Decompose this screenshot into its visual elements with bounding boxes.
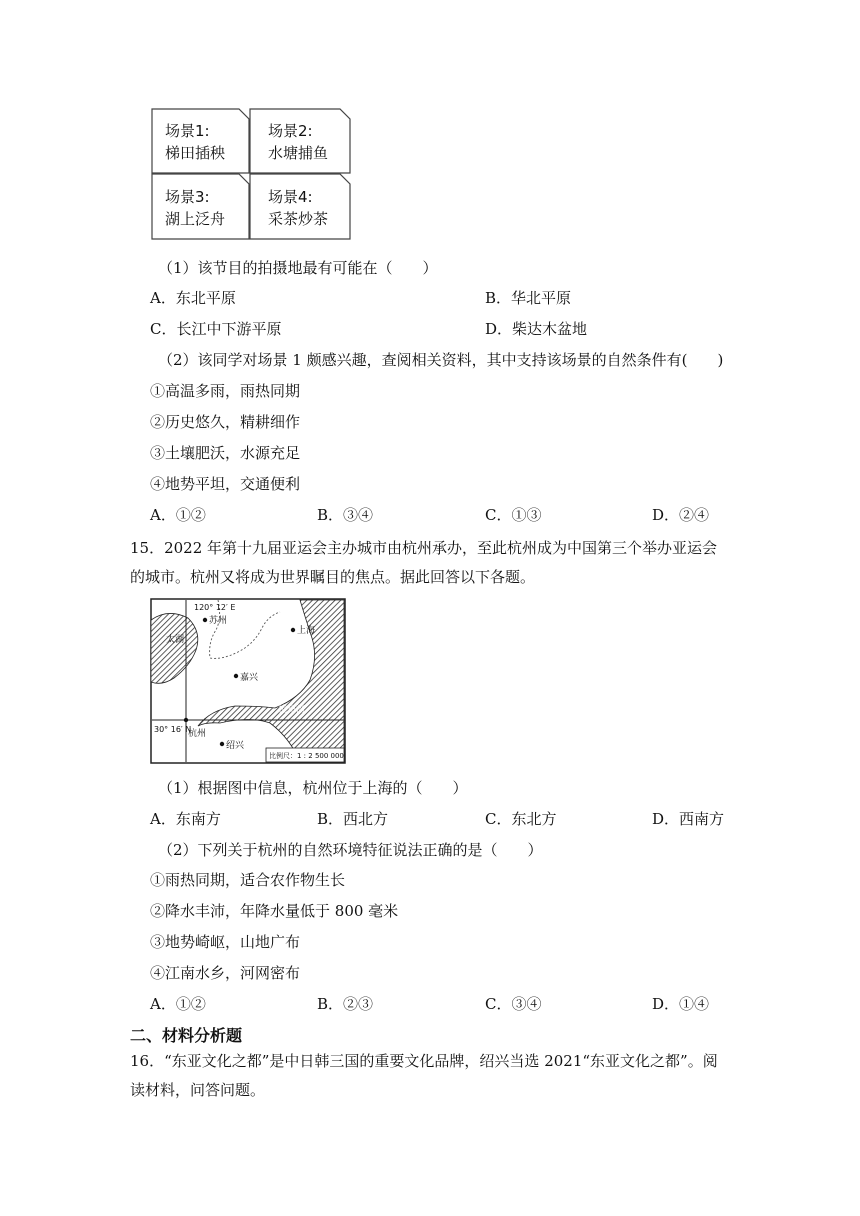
q15-sub2-question: （2）下列关于杭州的自然环境特征说法正确的是（ ） [158, 841, 543, 859]
q16-line-1: 16．“东亚文化之都”是中日韩三国的重要文化品牌，绍兴当选 2021“东亚文化之都”。阅 [130, 1052, 718, 1070]
q14-sub2-item-3: ③土壤肥沃，水源充足 [150, 444, 301, 462]
q15-sub1-option-c[interactable]: C．东北方 [485, 810, 557, 828]
q14-sub2-item-4: ④地势平坦，交通便利 [150, 475, 301, 493]
q15-intro-line-2: 的城市。杭州又将成为世界瞩目的焦点。据此回答以下各题。 [130, 568, 536, 586]
scene-3-title: 场景3: [165, 188, 210, 206]
q15-sub2-item-4: ④江南水乡，河网密布 [150, 964, 301, 982]
map-bay-label: 杭州湾 [278, 705, 306, 715]
scene-2-title: 场景2: [268, 122, 313, 140]
q14-sub2-option-b[interactable]: B．③④ [317, 506, 374, 524]
scene-card-3 [165, 186, 225, 230]
q15-sub1-option-a[interactable]: A．东南方 [150, 810, 221, 828]
q15-sub2-option-b[interactable]: B．②③ [317, 995, 374, 1013]
q15-intro-line-1: 15．2022 年第十九届亚运会主办城市由杭州承办，至此杭州成为中国第三个举办亚运会 [130, 539, 718, 557]
q14-sub2-option-d[interactable]: D．②④ [652, 506, 710, 524]
hangzhou-region-map [150, 598, 346, 764]
map-city-jiaxing: 嘉兴 [240, 673, 259, 683]
scene-2-activity: 水塘捕鱼 [268, 144, 329, 162]
scene-card-2 [268, 120, 328, 164]
scene-1-activity: 梯田插秧 [165, 144, 226, 162]
q15-sub1-option-d[interactable]: D．西南方 [652, 810, 725, 828]
map-city-shaoxing: 绍兴 [226, 741, 245, 751]
q14-sub2-question: （2）该同学对场景 1 颇感兴趣，查阅相关资料，其中支持该场景的自然条件有( ) [158, 351, 724, 369]
q14-sub1-option-c[interactable]: C．长江中下游平原 [150, 320, 282, 338]
q16-line-2: 读材料，问答问题。 [130, 1081, 266, 1099]
scene-card-1 [165, 120, 225, 164]
scene-3-activity: 湖上泛舟 [165, 210, 226, 228]
q14-sub2-option-c[interactable]: C．①③ [485, 506, 542, 524]
q14-sub1-option-b[interactable]: B．华北平原 [485, 289, 572, 307]
q15-sub2-item-2: ②降水丰沛，年降水量低于 800 毫米 [150, 902, 399, 920]
q15-sub1-question: （1）根据图中信息，杭州位于上海的（ ） [158, 779, 468, 797]
section-heading: 二、材料分析题 [130, 1026, 243, 1045]
q15-sub2-item-1: ①雨热同期，适合农作物生长 [150, 871, 346, 889]
q14-sub1-option-d[interactable]: D．柴达木盆地 [485, 320, 588, 338]
q15-sub2-option-a[interactable]: A．①② [150, 995, 206, 1013]
map-city-shanghai: 上海 [297, 626, 316, 636]
q15-sub2-item-3: ③地势崎岖，山地广布 [150, 933, 301, 951]
q15-sub1-option-b[interactable]: B．西北方 [317, 810, 389, 828]
scene-4-title: 场景4: [268, 188, 313, 206]
map-longitude-label: 120° 12′ E [194, 603, 236, 612]
map-scale: 比例尺：1 : 2 500 000 [269, 752, 344, 760]
q15-sub2-option-c[interactable]: C．③④ [485, 995, 542, 1013]
map-city-hangzhou: 杭州 [188, 729, 207, 739]
q15-sub2-option-d[interactable]: D．①④ [652, 995, 710, 1013]
q14-sub1-option-a[interactable]: A．东北平原 [150, 289, 236, 307]
scene-card-4 [268, 186, 328, 230]
map-city-suzhou: 苏州 [209, 616, 228, 626]
q14-sub2-item-2: ②历史悠久，精耕细作 [150, 413, 301, 431]
scene-1-title: 场景1: [165, 122, 210, 140]
map-lake-label: 太湖 [166, 635, 185, 645]
q14-sub2-option-a[interactable]: A．①② [150, 506, 206, 524]
q14-sub1-question: （1）该节目的拍摄地最有可能在（ ） [158, 259, 438, 277]
q14-sub2-item-1: ①高温多雨，雨热同期 [150, 382, 301, 400]
map-latitude-label: 30° 16′ N [154, 725, 192, 734]
scene-cards-figure [151, 108, 351, 240]
scene-4-activity: 采茶炒茶 [268, 210, 329, 228]
